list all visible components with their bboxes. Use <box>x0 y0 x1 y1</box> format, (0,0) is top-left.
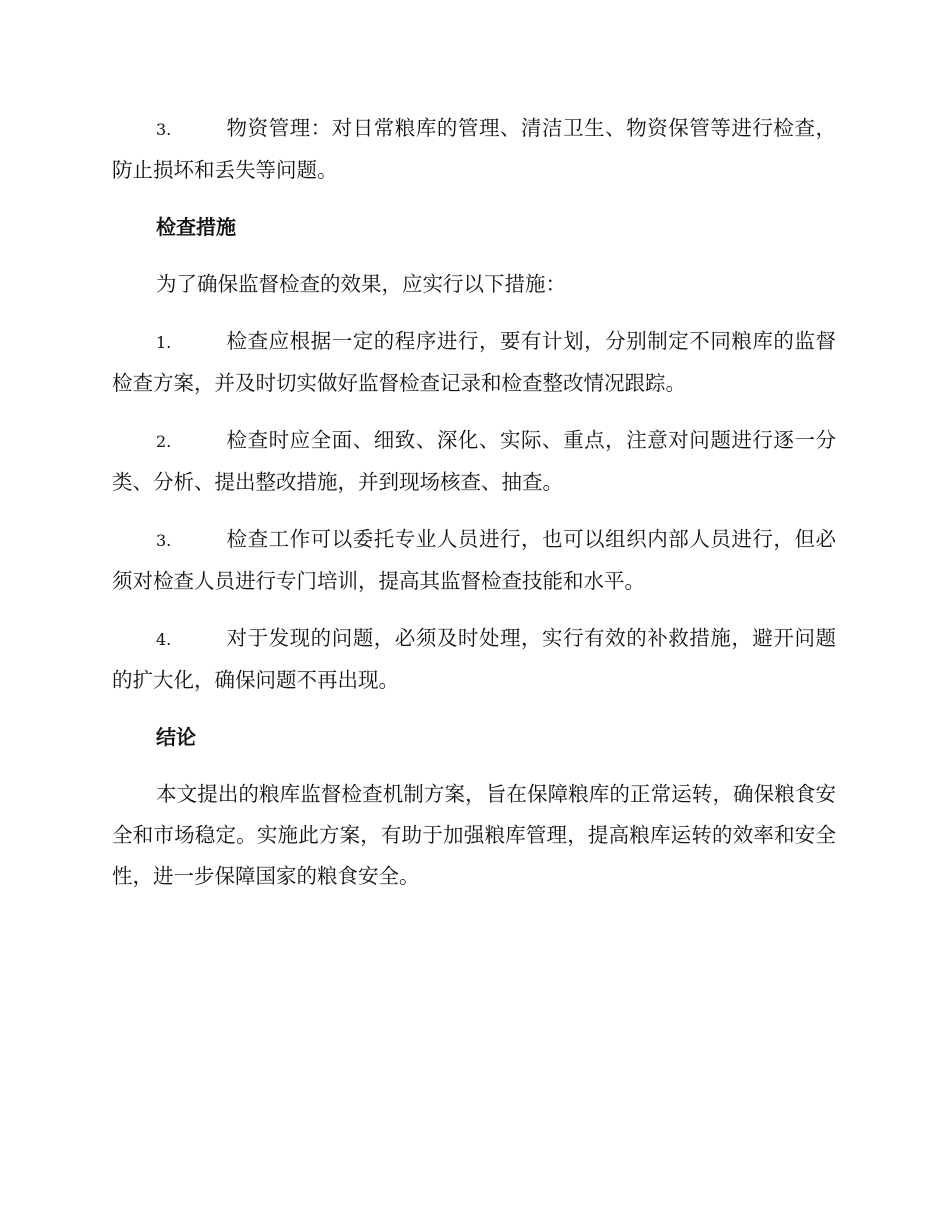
measures-intro: 为了确保监督检查的效果，应实行以下措施： <box>156 272 566 296</box>
list-item <box>112 618 836 701</box>
conclusion-paragraph: 本文提出的粮库监督检查机制方案，旨在保障粮库的正常运转，确保粮食安全和市场稳定。实施此方案，有助于加强粮库管理，提高粮库运转的效率和安全性，进一步保障国家的粮食安全。 <box>112 782 836 888</box>
list-item-text: 检查应根据一定的程序进行，要有计划，分别制定不同粮库的监督检查方案，并及时切实做好监督检查记录和检查整改情况跟踪。 <box>112 329 836 395</box>
list-number: 4. <box>156 630 172 649</box>
document-body <box>112 108 836 913</box>
list-item <box>112 519 836 602</box>
list-number: 2. <box>156 432 172 451</box>
list-number: 3. <box>156 531 172 550</box>
list-number: 3. <box>156 120 172 139</box>
list-item-text: 对于发现的问题，必须及时处理，实行有效的补救措施，避开问题的扩大化，确保问题不再出现。 <box>112 626 836 692</box>
section-heading-measures: 检查措施 <box>156 215 236 239</box>
list-item-text: 检查时应全面、细致、深化、实际、重点，注意对问题进行逐一分类、分析、提出整改措施，并到现场核查、抽查。 <box>112 428 836 494</box>
list-item-material-management <box>112 108 836 191</box>
list-item <box>112 321 836 404</box>
list-number: 1. <box>156 333 172 352</box>
list-item-text: 物资管理：对日常粮库的管理、清洁卫生、物资保管等进行检查，防止损坏和丢失等问题。 <box>112 116 836 182</box>
section-heading-conclusion: 结论 <box>156 725 196 749</box>
list-item <box>112 420 836 503</box>
list-item-text: 检查工作可以委托专业人员进行，也可以组织内部人员进行，但必须对检查人员进行专门培训，提高其监督检查技能和水平。 <box>112 527 836 593</box>
